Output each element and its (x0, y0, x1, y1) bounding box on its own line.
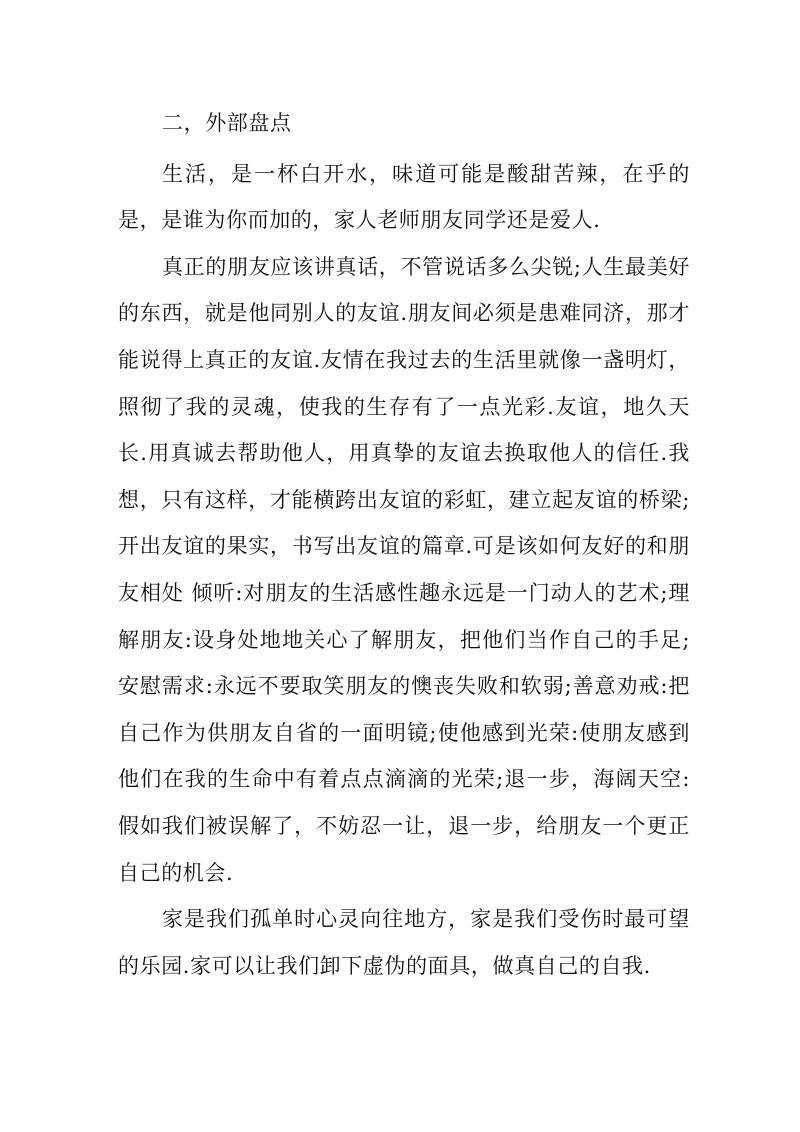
document-body (118, 100, 690, 989)
paragraph-family: 家是我们孤单时心灵向往地方，家是我们受伤时最可望的乐园.家可以让我们卸下虚伪的面具，做真自己的自我. (118, 907, 690, 978)
section-heading: 二，外部盘点 (162, 111, 292, 135)
paragraph-life: 生活，是一杯白开水，味道可能是酸甜苦辣，在乎的是，是谁为你而加的，家人老师朋友同学还是爱人. (118, 161, 690, 233)
paragraph-friendship: 真正的朋友应该讲真话，不管说话多么尖锐;人生最美好的东西，就是他同别人的友谊.朋友间必须是患难同济，那才能说得上真正的友谊.友情在我过去的生活里就像一盏明灯，照彻了我的灵魂，使我的生存有了一点光彩.友谊，地久天长.用真诚去帮助他人，用真挚的友谊去换取他人的信任.我想，只有这样，才能横跨出友谊的彩虹，建立起友谊的桥梁;开出友谊的果实，书写出友谊的篇章.可是该如何友好的和朋友相处 倾听:对朋友的生活感性趣永远是一门动人的艺术;理解朋友:设身处地地关心了解朋友，把他们当作自己的手足;安慰需求:永远不要取笑朋友的懊丧失败和软弱;善意劝戒:把自己作为供朋友自省的一面明镜;使他感到光荣:使朋友感到他们在我的生命中有着点点滴滴的光荣;退一步，海阔天空:假如我们被误解了，不妨忍一让，退一步，给朋友一个更正自己的机会. (118, 254, 690, 885)
